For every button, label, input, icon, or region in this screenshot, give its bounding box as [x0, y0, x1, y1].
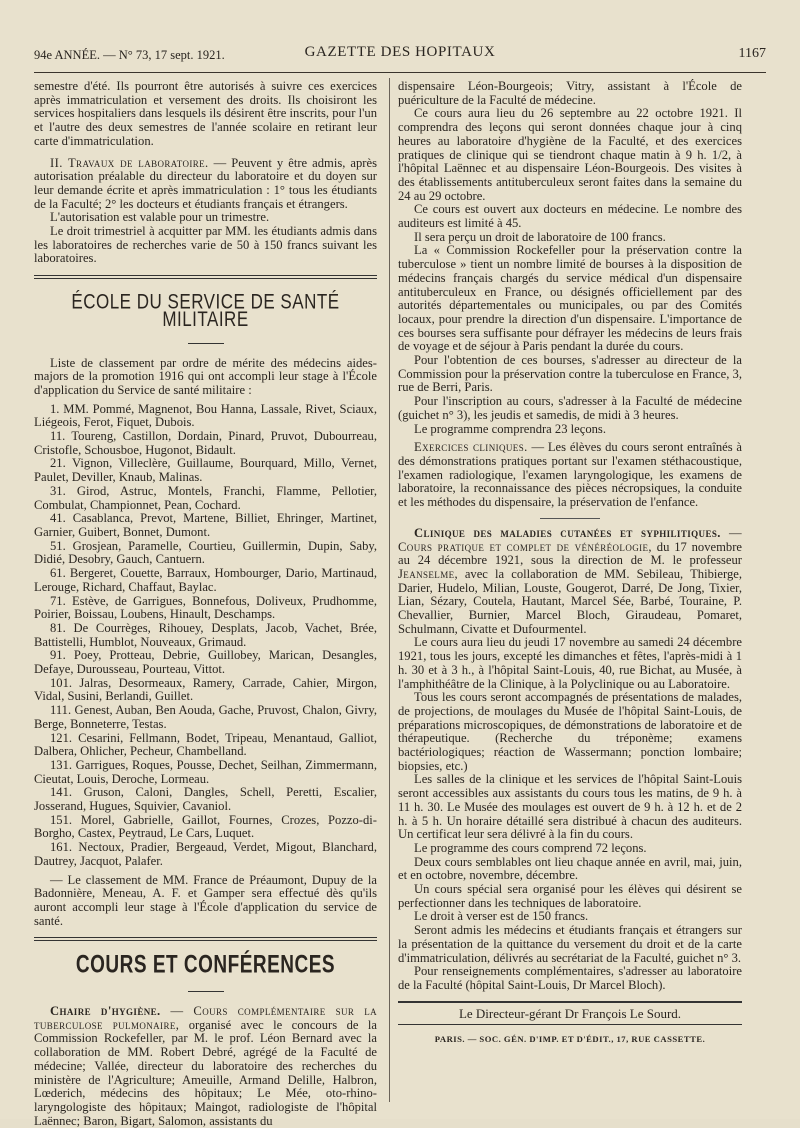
- section-divider: [540, 518, 600, 519]
- paragraph: Le droit trimestriel à acquitter par MM. les étudiants admis dans les laboratoires de recherches varie de 50 à 150 francs suivant les laboratoires.: [34, 224, 377, 266]
- paragraph: semestre d'été. Ils pourront être autorisés à suivre ces exercices après immatriculation et versement des droits. Ils choisiront les services hospitaliers dans lesquels ils désirent être inscrits, pour l'un et l'autre des deux semestres de l'année scolaire en retirant leur carte d'immatriculation.: [34, 79, 377, 148]
- publication-title: GAZETTE DES HOPITAUX: [304, 44, 496, 60]
- ranking-entry: 91. Poey, Protteau, Debrie, Guillobey, Marican, Desangles, Defaye, Durousseau, Pourteau, Vittot.: [34, 648, 377, 677]
- ranking-entry: 131. Garrigues, Roques, Pousse, Dechet, Seilhan, Zimmermann, Cieutat, Louis, Deroche, Lormeau.: [34, 757, 377, 786]
- issue-info: 94e ANNÉE. — N° 73, 17 sept. 1921.: [34, 48, 225, 62]
- left-column: [34, 80, 377, 1128]
- printer-line: PARIS. — SOC. GÉN. D'IMP. ET D'ÉDIT., 17, RUE CASSETTE.: [434, 1034, 706, 1045]
- paragraph: L'autorisation est valable pour un trimestre.: [50, 210, 270, 225]
- paragraph: Pour l'inscription au cours, s'adresser à la Faculté de médecine (guichet n° 3), les jeudis et samedis, de midi à 3 heures.: [398, 394, 742, 422]
- page-header: [34, 42, 766, 68]
- paragraph: Les salles de la clinique et les services de l'hôpital Saint-Louis seront accessibles aux assistants du cours tous les matins, de 9 h. à 11 h. 30. Le Musée des moulages est ouvert de 9 h. à 12 h. et de 2 h. à 5 h. Un horaire détaillé sera distribué à chacun des auditeurs. Un certificat leur sera délivré à la fin du cours.: [398, 772, 742, 842]
- paragraph: Le programme comprendra 23 leçons.: [414, 421, 606, 436]
- ranking-entry: 81. De Courrèges, Rihouey, Desplats, Jacob, Vachet, Brée, Battistelli, Humblot, Nouveaux, Grimaud.: [34, 620, 377, 649]
- ranking-entry: 51. Grosjean, Paramelle, Courtieu, Guillermin, Dupin, Saby, Didié, Desobry, Gauch, Cantuern.: [34, 538, 377, 567]
- right-column: [398, 80, 742, 1047]
- ranking-entry: 31. Girod, Astruc, Montels, Franchi, Flamme, Pellotier, Combulat, Championnet, Pean, Cochard.: [34, 483, 377, 512]
- ranking-entry: 161. Nectoux, Pradier, Bergeaud, Verdet, Migout, Blanchard, Dautrey, Jacquot, Palafer.: [34, 840, 377, 868]
- paragraph: Chaire d'hygiène. — Cours complémentaire sur la tuberculose pulmonaire, organisé avec le concours de la Commission Rockefeller, par M. le prof. Léon Bernard avec la collaboration de MM. Robert Debré, agrégé de la Faculté de médecine; Vallée, directeur du laboratoire des recherches du ministère de l'Agriculture; Ameuille, Armand Delille, Halbron, Lœderich, médecins des hôpitaux; Le Mée, oto-rhino-laryngologiste des hôpitaux; Maingot, radiologiste de l'hôpital Laënnec; Baron, Bigart, Salomon, assistants du: [34, 1004, 377, 1128]
- paragraph: II. Travaux de laboratoire. — Peuvent y être admis, après autorisation préalable du directeur du laboratoire et du doyen sur leur demande écrite et après immatriculation : 1° tous les étudiants de la Faculté; 2° les docteurs et étudiants français et étrangers.: [34, 155, 377, 211]
- ranking-entry: 111. Genest, Auban, Ben Aouda, Gache, Pruvost, Chalon, Givry, Berge, Bonneterre, Testas.: [34, 703, 377, 731]
- column-divider: [389, 78, 390, 1102]
- paragraph: Clinique des maladies cutanées et syphilitiques. — Cours pratique et complet de vénéréologie, du 17 novembre au 24 décembre 1921, sous la direction de M. le professeur Jeanselme, avec la collaboration de MM. Sebileau, Thibierge, Darier, Hudelo, Milian, Louste, Gougerot, Darré, De Jong, Tixier, Lian, Sézary, Coutela, Hautant, Marcel Sée, Barbé, Touraine, P. Chevallier, Burnier, Marcel Bloch, Giraudeau, Pomaret, Schulmann, Civatte et Dufourmentel.: [398, 525, 742, 636]
- ranking-entry: 21. Vignon, Villeclère, Guillaume, Bourquard, Millo, Vernet, Paulet, Deviller, Knaub, Malinas.: [34, 456, 377, 485]
- paragraph: Deux cours semblables ont lieu chaque année en avril, mai, juin, et en octobre, novembre, décembre.: [398, 854, 742, 883]
- ranking-entry: 41. Casablanca, Prevot, Martene, Billiet, Ehringer, Martinet, Garnier, Guibert, Bonnet, Dumont.: [34, 511, 377, 539]
- section-title: COURS ET CONFÉRENCES: [75, 952, 336, 980]
- paragraph: Pour renseignements complémentaires, s'adresser au laboratoire de la Faculté (hôpital Saint-Louis, Dr Marcel Bloch).: [398, 964, 742, 992]
- ranking-entry: 101. Jalras, Desormeaux, Ramery, Carrade, Cahier, Mirgon, Vidal, Susini, Berlandi, Guillet.: [34, 675, 377, 704]
- paragraph: — Le classement de MM. France de Préaumont, Dupuy de la Badonnière, Meneau, A. F. et Gamper sera effectué dès qu'ils auront accompli leur stage à l'École d'application du service de santé.: [34, 872, 377, 928]
- paragraph: Le programme des cours comprend 72 leçons.: [414, 840, 647, 855]
- paragraph: Tous les cours seront accompagnés de présentations de malades, de projections, de moulages du Musée de l'hôpital Saint-Louis, de préparations microscopiques, de démonstrations de laboratoire et de thérapeutique. (Recherche du tréponème; examens bactériologiques; réaction de Wassermann; ponction lombaire; biopsies, etc.): [398, 690, 742, 773]
- director-line: Le Directeur-gérant Dr François Le Sourd.: [398, 1001, 742, 1026]
- ranking-entry: 71. Estève, de Garrigues, Bonnefous, Doliveux, Prudhomme, Poirier, Boissau, Loubens, Hinault, Deschamps.: [34, 593, 377, 622]
- section-lead: II. Travaux de laboratoire.: [50, 155, 209, 170]
- section-lead: Clinique des maladies cutanées et syphilitiques.: [414, 525, 721, 540]
- ranking-entry: 1. MM. Pommé, Magnenot, Bou Hanna, Lassale, Rivet, Sciaux, Liégeois, Ferot, Fiquet, Dubois.: [34, 401, 377, 430]
- title-rule: [188, 991, 224, 992]
- ranking-entry: 61. Bergeret, Couette, Barraux, Hombourger, Dario, Martinaud, Lerouge, Richard, Chaffaut, Baylac.: [34, 566, 377, 594]
- paragraph: Le cours aura lieu du jeudi 17 novembre au samedi 24 décembre 1921, tous les jours, excepté les dimanches et fêtes, l'après-midi à 1 h. 30 et à 3 h., à l'hôpital Saint-Louis, 40, rue Bichat, au Musée, à l'amphithéâtre de la Clinique, à la Polyclinique ou au Laboratoire.: [398, 635, 742, 691]
- paragraph: dispensaire Léon-Bourgeois; Vitry, assistant à l'École de puériculture de la Faculté de médecine.: [398, 79, 742, 107]
- paragraph: Ce cours est ouvert aux docteurs en médecine. Le nombre des auditeurs est limité à 45.: [398, 202, 742, 231]
- ranking-entry: 151. Morel, Gabrielle, Gaillot, Fournes, Crozes, Pozzo-di-Borgho, Castex, Peytraud, Le Cars, Luquet.: [34, 812, 377, 841]
- page-number: 1167: [738, 46, 766, 61]
- paragraph: Un cours spécial sera organisé pour les élèves qui désirent se perfectionner dans les techniques de laboratoire.: [398, 882, 742, 910]
- paragraph: Exercices cliniques. — Les élèves du cours seront entraînés à des démonstrations pratiques portant sur l'examen stéthacoustique, l'examen radiologique, l'examen laryngologique, les examens de laboratoire, la reconnaissance des pièces nécropsiques, la conduite et les méthodes du dispensaire, la préservation de l'enfance.: [398, 440, 742, 510]
- ranking-list: [34, 403, 377, 869]
- paragraph: Seront admis les médecins et étudiants français et étrangers sur la présentation de la quittance du versement du droit et de la carte d'immatriculation, délivrés au secrétariat de la Faculté, guichet n° 3.: [398, 923, 742, 965]
- title-rule: [188, 343, 224, 344]
- paragraph: Ce cours aura lieu du 26 septembre au 22 octobre 1921. Il comprendra des leçons qui seront données chaque jour à cinq heures au laboratoire d'hygiène de la Faculté, et des exercices pratiques de clinique qui se tiendront chaque matin à 9 h. 1/2, à l'hôpital Laënnec et au dispensaire Léon-Bourgeois. Des visites à des établissements antituberculeux seront faites dans la semaine du 24 au 29 octobre.: [398, 106, 742, 203]
- ranking-entry: 121. Cesarini, Fellmann, Bodet, Tripeau, Menantaud, Galliot, Dalbera, Ohlicher, Pecheur, Chambelland.: [34, 730, 377, 759]
- ranking-entry: 141. Gruson, Caloni, Dangles, Schell, Peretti, Escalier, Josserand, Hugues, Squivier, Cavaniol.: [34, 785, 377, 814]
- paragraph: La « Commission Rockefeller pour la préservation contre la tuberculose » tient un nombre limité de bourses à la disposition de médecins français chargés du service médical d'un dispensaire antituberculeux en France, ou désignés officiellement par des autorités départementales ou municipales, ou par des Comités locaux, pour prendre la direction d'un dispensaire. L'importance de ces bourses sera suffisante pour défrayer les médecins de leurs frais de voyage et de séjour à Paris pendant la durée du cours.: [398, 243, 742, 354]
- header-rule: [34, 72, 766, 73]
- section-divider: [34, 275, 377, 279]
- paragraph: Le droit à verser est de 150 francs.: [414, 909, 589, 924]
- section-lead: Chaire d'hygiène.: [50, 1004, 161, 1019]
- paragraph: Il sera perçu un droit de laboratoire de 100 francs.: [414, 229, 666, 244]
- section-lead: Exercices cliniques.: [414, 440, 528, 455]
- ranking-entry: 11. Toureng, Castillon, Dordain, Pinard, Pruvot, Dubourreau, Cristofle, Schousboe, Hugonot, Bidault.: [34, 429, 377, 457]
- section-title: ÉCOLE DU SERVICE DE SANTÉ MILITAIRE: [71, 289, 340, 331]
- paragraph: Liste de classement par ordre de mérite des médecins aides-majors de la promotion 1916 qui ont accompli leur stage à l'École d'application du Service de santé militaire :: [34, 355, 377, 397]
- paragraph: Pour l'obtention de ces bourses, s'adresser au directeur de la Commission pour la préservation contre la tuberculose en France, 3, rue de Berri, Paris.: [398, 353, 742, 395]
- section-divider: [34, 937, 377, 941]
